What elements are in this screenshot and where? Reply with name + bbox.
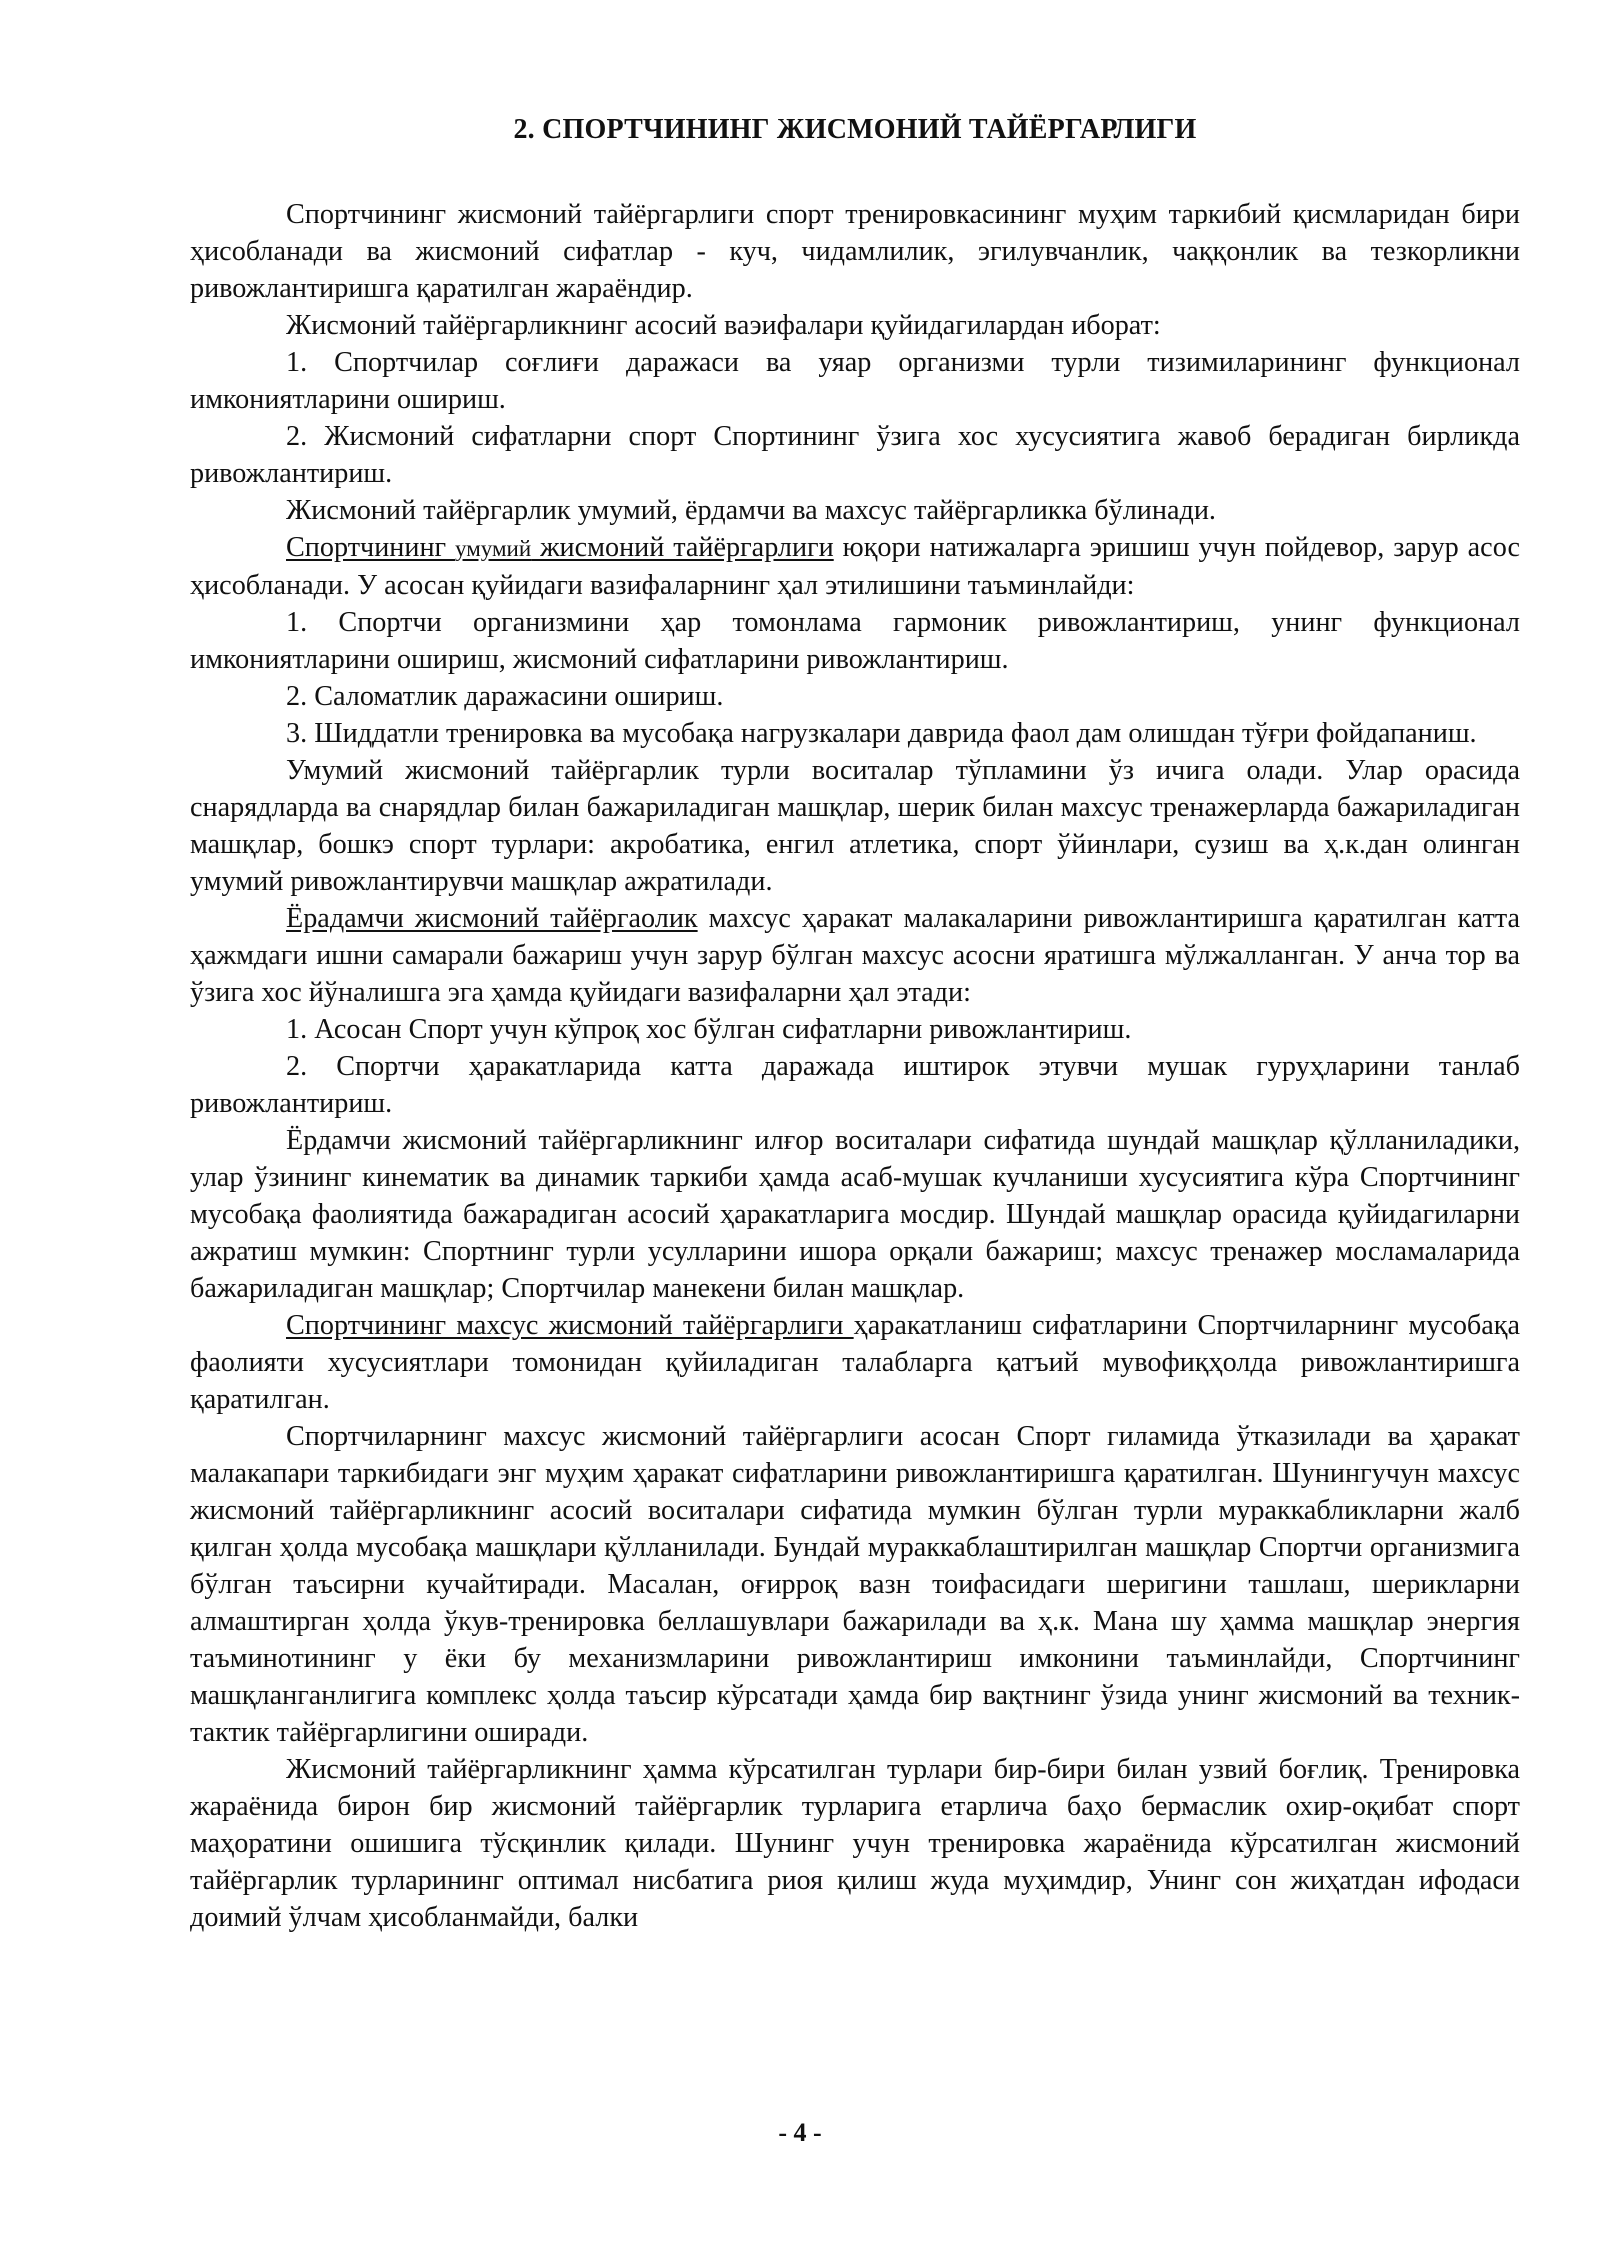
list-item: 3. Шиддатли тренировка ва мусобақа нагрузкалари даврида фаол дам олишдан тўғри фойдапаниш. [286,718,1477,749]
list-item: 2. Жисмоний сифатларни спорт Спортининг ўзига хос хусусиятига жавоб берадиган бирликда ривожлантириш. [190,421,1520,489]
list-item: 1. Спортчи организмини ҳар томонлама гармоник ривожлантириш, унинг функционал имкониятларини ошириш, жисмоний сифатларини ривожлантириш. [190,607,1520,675]
page-number: - 4 - [778,2118,822,2147]
paragraph: Спортчиларнинг махсус жисмоний тайёргарлиги асосан Спорт гиламида ўтказилади ва ҳаракат малакапари таркибидаги энг муҳим ҳаракат сифатларини ривожлантиришга қаратилган. Шунингучун махсус жисмоний тайёргарликнинг асосий воситалари сифатида мумкин бўлган турли мураккабликларни жалб қилган ҳолда мусобақа машқлари қўлланилади. Бундай мураккаблаштирилган машқлар Спортчи организмига бўлган таъсирни кучайтиради. Масалан, оғирроқ вазн тоифасидаги шеригини ташлаш, шерикларни алмаштирган ҳолда ўкув-тренировка беллашувлари бажарилади ва ҳ.к. Мана шу ҳамма машқлар энергия таъминотининг у ёки бу механизмларини ривожлантириш имконини таъминлайди, Спортчининг машқланганлигига комплекс ҳолда таъсир кўрсатади ҳамда бир вақтнинг ўзида унинг жисмоний ва техник-тактик тайёргарлигини оширади. [190,1421,1520,1748]
list-item: 1. Спортчилар соғлиғи даражаси ва уяар организми турли тизимиларининг функционал имкониятларини ошириш. [190,347,1520,415]
paragraph: Жисмоний тайёргарликнинг ҳамма кўрсатилган турлари бир-бири билан узвий боғлиқ. Тренировка жараёнида бирон бир жисмоний тайёргарлик турларига етарлича баҳо бермаслик охир-оқибат спорт маҳоратини ошишига тўсқинлик қилади. Шунинг учун тренировка жараёнида кўрсатилган жисмоний тайёргарлик турларининг оптимал нисбатига риоя қилиш жуда муҳимдир, Унинг сон жиҳатдан ифодаси доимий ўлчам ҳисобланмайди, балки [190,1754,1520,1933]
paragraph: Ёрдамчи жисмоний тайёргарликнинг илғор воситалари сифатида шундай машқлар қўлланиладики, улар ўзининг кинематик ва динамик таркиби ҳамда асаб-мушак кучланиши хусусиятига кўра Спортчининг мусобақа фаолиятида бажарадиган асосий ҳаракатларига мосдир. Шундай машқлар орасида қуйидагиларни ажратиш мумкин: Спортнинг турли усулларини ишора орқали бажариш; махсус тренажер мосламаларида бажариладиган машқлар; Спортчилар манекени билан машқлар. [190,1125,1520,1304]
paragraph: Жисмоний тайёргарлик умумий, ёрдамчи ва махсус тайёргарликка бўлинади. [286,495,1216,526]
list-item: 2. Саломатлик даражасини ошириш. [286,681,724,712]
underlined-term: Спортчининг умумий жисмоний тайёргарлиги [286,532,834,563]
paragraph: Умумий жисмоний тайёргарлик турли воситалар тўпламини ўз ичига олади. Улар орасида снарядларда ва снарядлар билан бажариладиган машқлар, шерик билан махсус тренажерларда бажариладиган машқлар, бошкэ спорт турлари: акробатика, енгил атлетика, спорт ўйинлари, сузиш ва ҳ.к.дан олинган умумий ривожлантирувчи машқлар ажратилади. [190,755,1520,897]
paragraph: Жисмоний тайёргарликнинг асосий ваэифалари қуйидагилардан иборат: [286,310,1161,341]
underlined-term: Спортчининг махсус жисмоний тайёргарлиги [286,1310,854,1341]
page-title: 2. СПОРТЧИНИНГ ЖИСМОНИЙ ТАЙЁРГАРЛИГИ [513,114,1197,145]
paragraph-auxiliary-training: Ёрадамчи жисмоний тайёргаолик махсус ҳаракат малакаларини ривожлантиришга қаратилган катта ҳажмдаги ишни самарали бажариш учун зарур бўлган махсус асосни яратишга мўлжалланган. У анча тор ва ўзига хос йўналишга эга ҳамда қуйидаги вазифаларни ҳал этади: [190,903,1520,1008]
paragraph-general-training: Спортчининг умумий жисмоний тайёргарлиги юқори натижаларга эришиш учун пойдевор, зарур асос ҳисобланади. У асосан қуйидаги вазифаларнинг ҳал этилишини таъминлайди: [190,532,1521,601]
list-item: 2. Спортчи ҳаракатларида катта даражада иштирок этувчи мушак гуруҳларини танлаб ривожлантириш. [190,1051,1520,1119]
underlined-term: Ёрадамчи жисмоний тайёргаолик [286,903,698,934]
document-page [190,100,1520,1936]
list-item: 1. Асосан Спорт учун кўпроқ хос бўлган сифатларни ривожлантириш. [286,1014,1132,1045]
paragraph-special-training: Спортчининг махсус жисмоний тайёргарлиги ҳаракатланиш сифатларини Спортчиларнинг мусобақа фаолияти хусусиятлари томонидан қуйиладиган талабларга қатъий мувофиқҳолда ривожлантиришга қаратилган. [190,1310,1520,1415]
paragraph: Спортчининг жисмоний тайёргарлиги спорт тренировкасининг муҳим таркибий қисмларидан бири ҳисобланади ва жисмоний сифатлар - куч, чидамлилик, эгилувчанлик, чаққонлик ва тезкорликни ривожлантиришга қаратилган жараёндир. [190,199,1520,304]
